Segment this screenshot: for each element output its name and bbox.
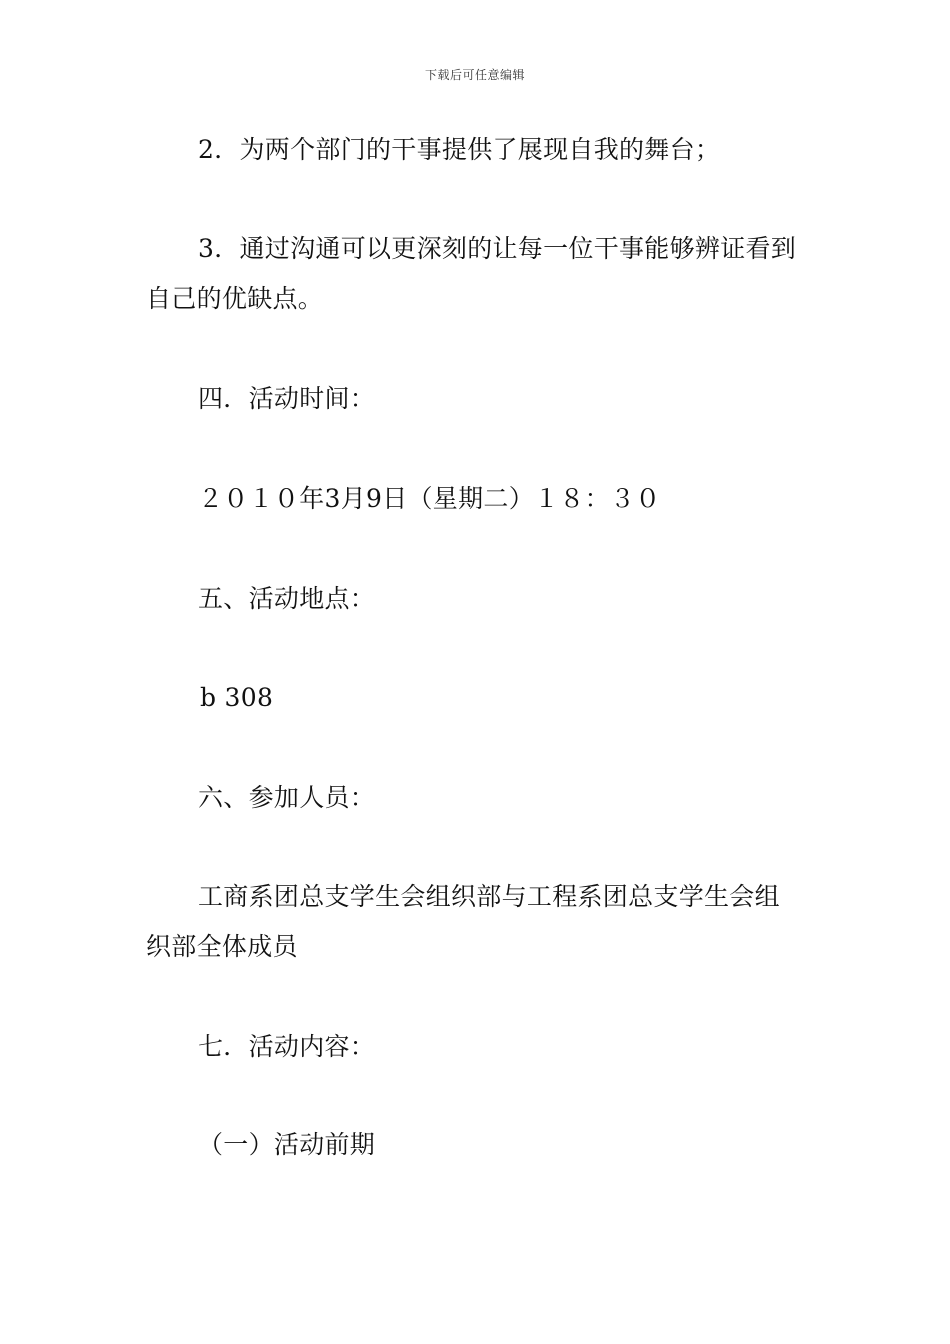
activity-location: b 308: [200, 683, 274, 712]
item-3-text-line1: 3．通过沟通可以更深刻的让每一位干事能够辨证看到: [198, 234, 797, 263]
participants-line1: 工商系团总支学生会组织部与工程系团总支学生会组: [198, 882, 780, 911]
item-3-text-line2: 自己的优缺点。: [146, 284, 324, 313]
activity-time: ２０１０年3月9日（星期二）１８：３０: [198, 484, 661, 513]
section-5-heading: 五、活动地点：: [198, 584, 376, 613]
participants-line2: 织部全体成员: [146, 932, 298, 961]
page-header: 下载后可任意编辑: [424, 68, 525, 82]
section-6-heading: 六、参加人员：: [198, 783, 376, 812]
section-7-subheading: （一）活动前期: [198, 1130, 376, 1159]
section-7-heading: 七．活动内容：: [198, 1032, 376, 1061]
item-2-text: 2．为两个部门的干事提供了展现自我的舞台；: [198, 135, 721, 164]
section-4-heading: 四．活动时间：: [198, 384, 376, 413]
